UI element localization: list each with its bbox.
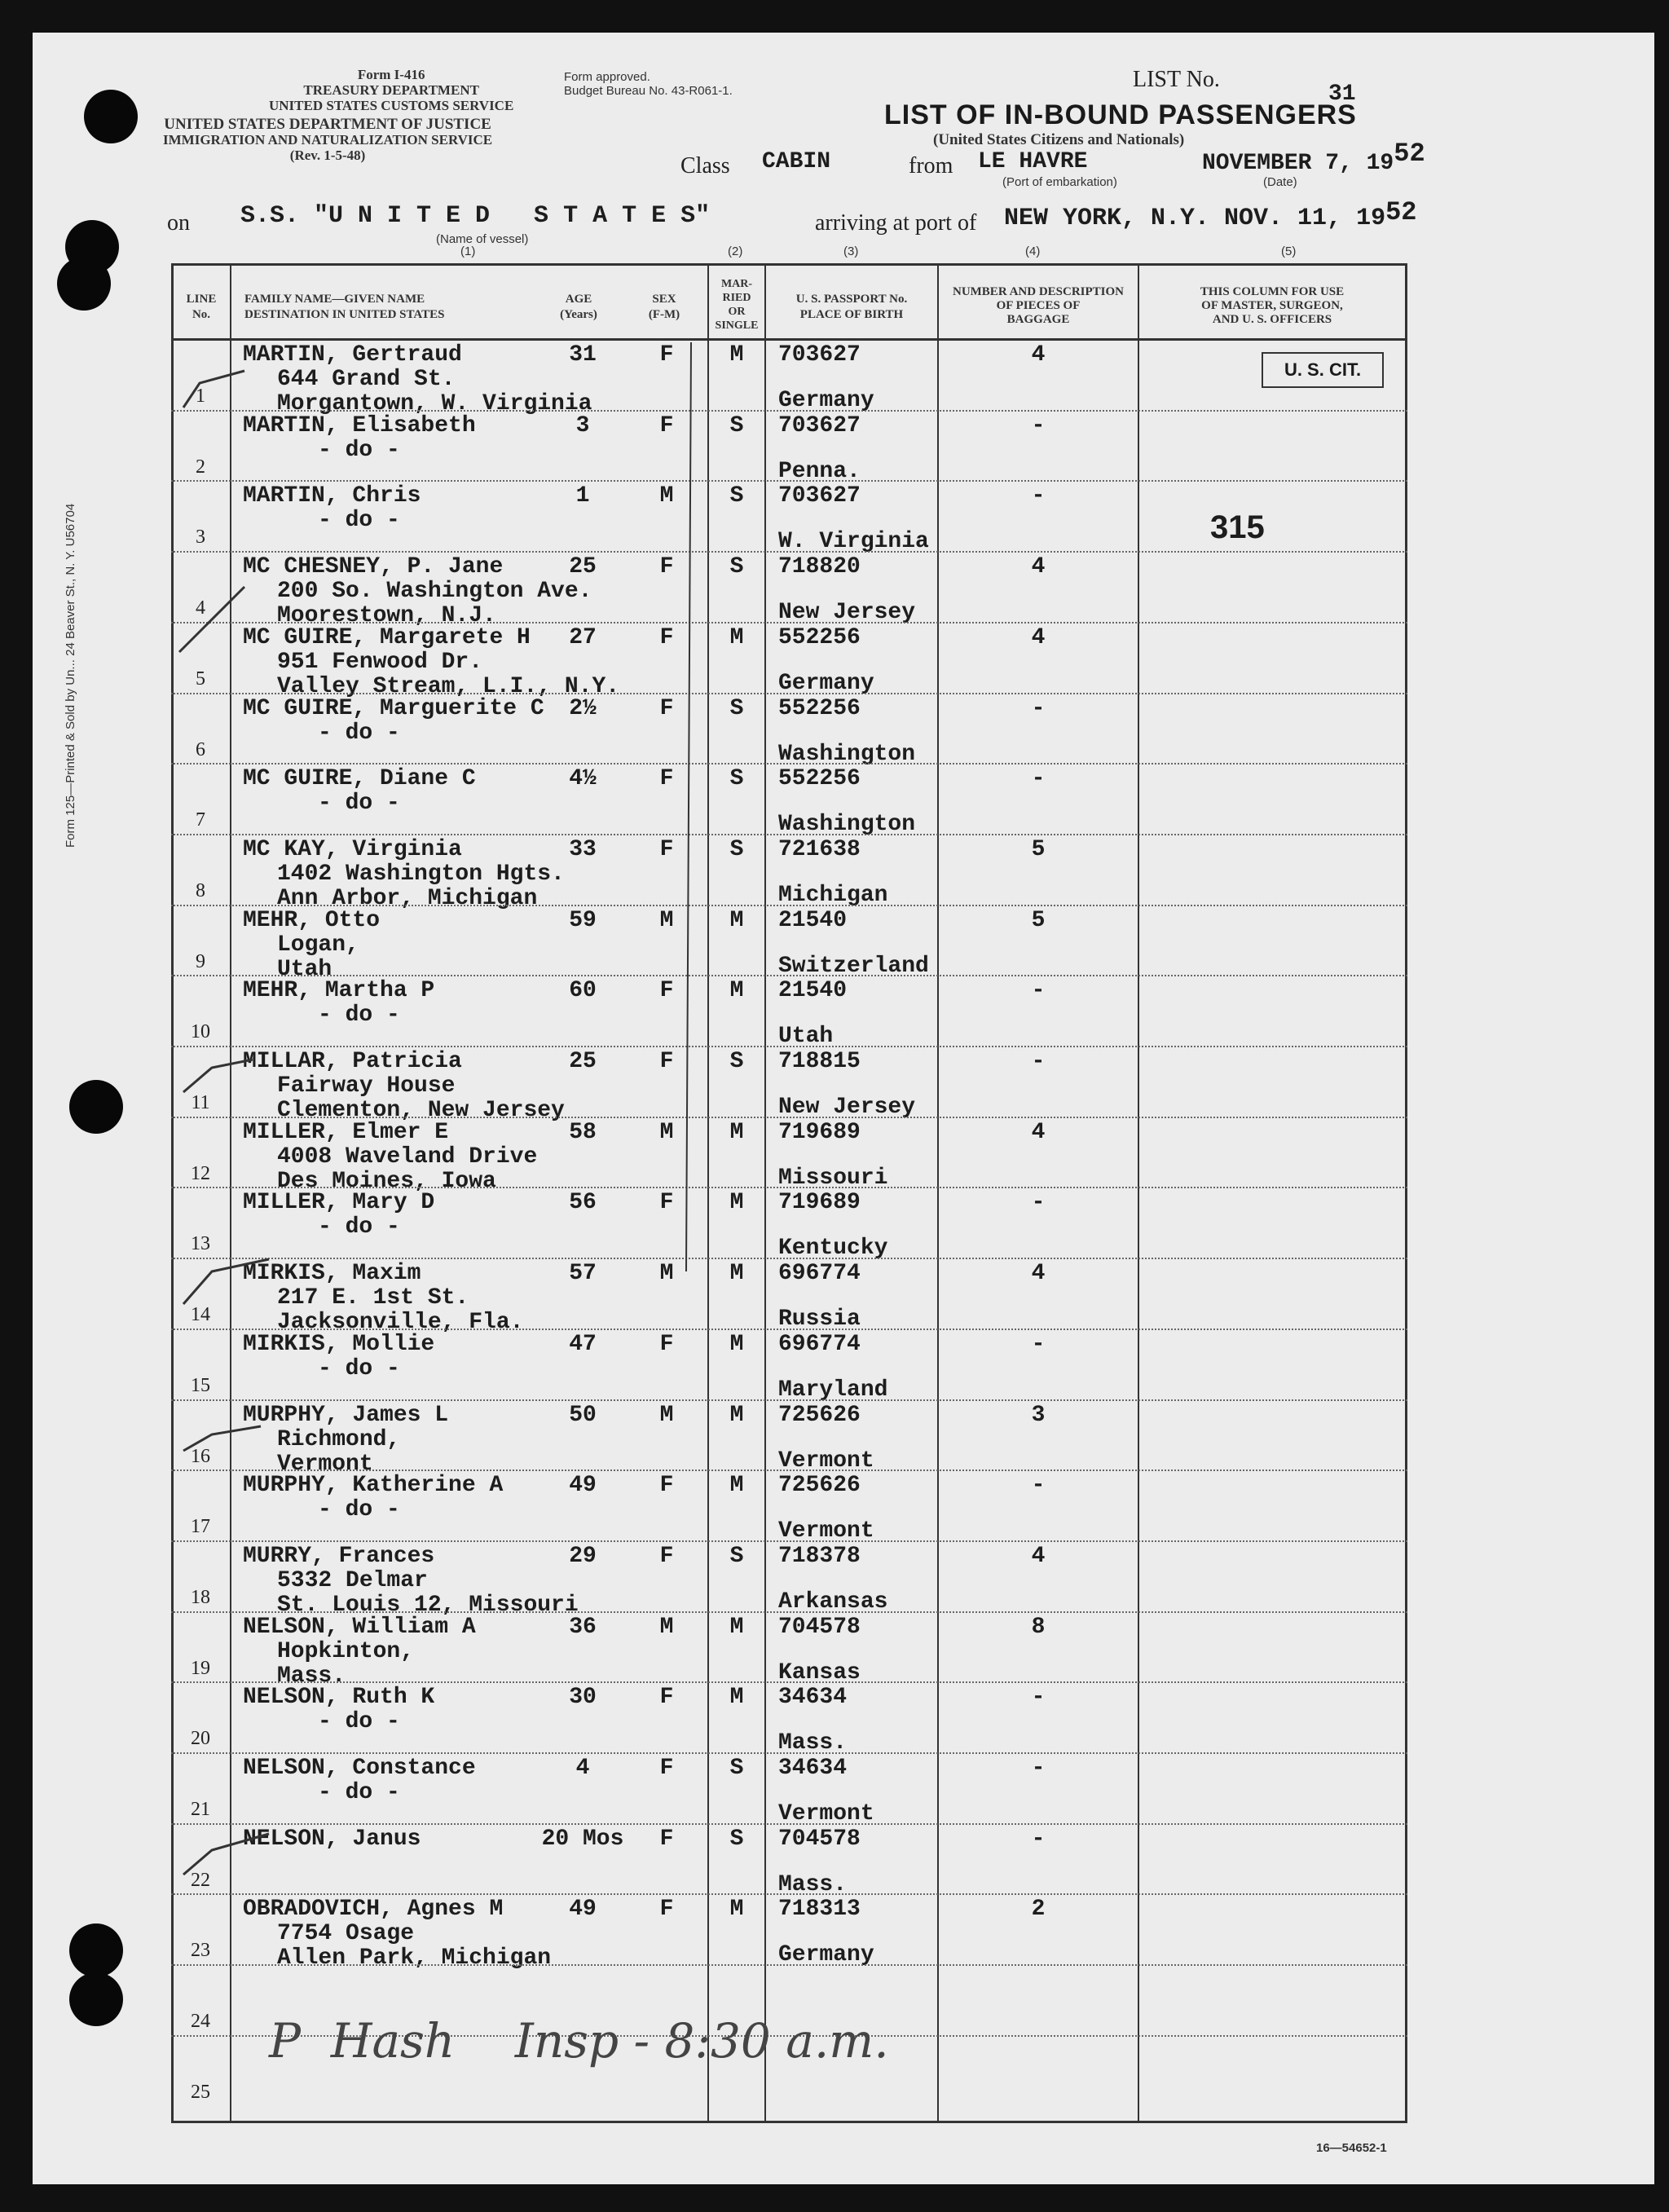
line-number: 4 <box>196 597 205 619</box>
passenger-name: MEHR, Otto <box>243 907 381 933</box>
passport-number: 696774 <box>778 1331 861 1357</box>
port-caption: (Port of embarkation) <box>1002 175 1117 189</box>
passenger-sex: M <box>659 1402 674 1428</box>
marital-status: S <box>729 695 744 721</box>
passenger-address: 4008 Waveland Drive <box>277 1143 538 1170</box>
line-number: 24 <box>191 2011 210 2033</box>
line-number: 18 <box>191 1586 210 1608</box>
passenger-sex: F <box>659 624 674 650</box>
passenger-address: - do - <box>318 1002 400 1029</box>
passenger-name: MEHR, Martha P <box>243 978 435 1004</box>
baggage-count: 4 <box>1031 624 1046 650</box>
passenger-address: Des Moines, Iowa <box>277 1168 496 1194</box>
passenger-sex: F <box>659 1473 674 1499</box>
class-value: CABIN <box>762 149 831 174</box>
passenger-name: MIRKIS, Maxim <box>243 1261 421 1287</box>
page-subtitle: (United States Citizens and Nationals) <box>933 131 1185 148</box>
printer-side-text: Form 125—Printed & Sold by Un... 24 Beaver St., N. Y. U56704 <box>64 503 77 848</box>
baggage-count: 4 <box>1031 1261 1046 1287</box>
list-no-label: LIST No. <box>1133 67 1220 92</box>
baggage-count: - <box>1031 412 1046 438</box>
marital-status: S <box>729 1049 744 1074</box>
row-separator <box>171 1187 1407 1188</box>
row-separator <box>171 1046 1407 1047</box>
passenger-sex: F <box>659 836 674 862</box>
vessel-caption: (Name of vessel) <box>436 232 529 246</box>
baggage-count: 8 <box>1031 1614 1046 1640</box>
baggage-count: 4 <box>1031 1543 1046 1569</box>
passenger-age: 30 <box>569 1685 597 1711</box>
row-separator <box>171 1964 1407 1966</box>
line-number: 15 <box>191 1374 210 1396</box>
passport-number: 21540 <box>778 907 848 933</box>
baggage-count: - <box>1031 1473 1046 1499</box>
passport-number: 718815 <box>778 1049 861 1074</box>
marital-status: M <box>729 907 744 933</box>
passport-number: 719689 <box>778 1119 861 1145</box>
passenger-address: St. Louis 12, Missouri <box>277 1592 579 1618</box>
place-of-birth: Washington <box>778 812 916 838</box>
passenger-address: 217 E. 1st St. <box>277 1285 469 1311</box>
passenger-age: 58 <box>569 1119 597 1145</box>
col-header-officers: THIS COLUMN FOR USE OF MASTER, SURGEON, AND U. S. OFFICERS <box>1200 285 1345 326</box>
passenger-address: 5332 Delmar <box>277 1567 428 1593</box>
passenger-address: 7754 Osage <box>277 1921 415 1947</box>
passport-number: 552256 <box>778 695 861 721</box>
passenger-name: MC CHESNEY, P. Jane <box>243 554 504 580</box>
date-value: NOVEMBER 7, 1952 <box>1202 139 1425 176</box>
line-number: 12 <box>191 1162 210 1184</box>
passenger-age: 4 <box>575 1756 590 1781</box>
passenger-age: 33 <box>569 836 597 862</box>
passenger-address: - do - <box>318 1214 400 1240</box>
citizen-stamp: U. S. CIT. <box>1262 352 1384 388</box>
passenger-count-note: 315 <box>1210 509 1265 545</box>
passenger-age: 50 <box>569 1402 597 1428</box>
row-separator <box>171 763 1407 765</box>
passenger-address: 644 Grand St. <box>277 367 456 392</box>
place-of-birth: New Jersey <box>778 600 916 626</box>
row-separator <box>171 622 1407 624</box>
marital-status: M <box>729 1190 744 1216</box>
passport-number: 725626 <box>778 1402 861 1428</box>
place-of-birth: Penna. <box>778 458 861 484</box>
passenger-address: 951 Fenwood Dr. <box>277 649 483 675</box>
line-number: 20 <box>191 1728 210 1750</box>
row-separator <box>171 1399 1407 1401</box>
passenger-name: NELSON, Ruth K <box>243 1685 435 1711</box>
baggage-count: 5 <box>1031 836 1046 862</box>
line-number: 25 <box>191 2081 210 2103</box>
passenger-age: 25 <box>569 1049 597 1074</box>
row-separator <box>171 1681 1407 1683</box>
punch-hole <box>57 257 111 311</box>
passenger-sex: F <box>659 412 674 438</box>
passport-number: 718820 <box>778 554 861 580</box>
baggage-count: - <box>1031 766 1046 792</box>
passenger-age: 1 <box>575 483 590 509</box>
line-number: 13 <box>191 1233 210 1255</box>
place-of-birth: Vermont <box>778 1518 874 1544</box>
passenger-name: NELSON, Janus <box>243 1826 421 1852</box>
passport-number: 719689 <box>778 1190 861 1216</box>
row-separator <box>171 1329 1407 1330</box>
punch-hole <box>69 1923 123 1977</box>
marital-status: M <box>729 978 744 1004</box>
on-label: on <box>167 210 190 236</box>
passenger-age: 25 <box>569 554 597 580</box>
passenger-name: MC GUIRE, Margarete H <box>243 624 531 650</box>
marital-status: S <box>729 766 744 792</box>
passenger-name: MARTIN, Chris <box>243 483 421 509</box>
passport-number: 34634 <box>778 1756 848 1781</box>
passenger-sex: F <box>659 1826 674 1852</box>
passenger-age: 56 <box>569 1190 597 1216</box>
passenger-address: Logan, <box>277 932 359 958</box>
baggage-count: - <box>1031 1049 1046 1074</box>
baggage-count: 3 <box>1031 1402 1046 1428</box>
passport-number: 21540 <box>778 978 848 1004</box>
col-num: (5) <box>1281 245 1297 258</box>
col-num: (4) <box>1025 245 1041 258</box>
passenger-sex: F <box>659 1897 674 1923</box>
class-label: Class <box>680 153 730 178</box>
marital-status: M <box>729 1473 744 1499</box>
col-num: (3) <box>843 245 859 258</box>
passenger-sex: F <box>659 1543 674 1569</box>
passport-number: 34634 <box>778 1685 848 1711</box>
row-separator <box>171 551 1407 553</box>
row-separator <box>171 905 1407 906</box>
row-separator <box>171 1893 1407 1895</box>
passport-number: 725626 <box>778 1473 861 1499</box>
place-of-birth: Kentucky <box>778 1236 888 1262</box>
row-separator <box>171 1258 1407 1259</box>
row-separator <box>171 1470 1407 1471</box>
punch-hole <box>84 90 138 143</box>
passenger-address: Richmond, <box>277 1426 401 1452</box>
row-separator <box>171 410 1407 412</box>
col-divider <box>764 263 766 2123</box>
row-separator <box>171 480 1407 482</box>
place-of-birth: Germany <box>778 1942 874 1968</box>
passenger-sex: F <box>659 342 674 368</box>
col-header-age: AGE (Years) <box>560 293 597 321</box>
place-of-birth: Mass. <box>778 1730 848 1756</box>
baggage-count: - <box>1031 1331 1046 1357</box>
col-header-baggage: NUMBER AND DESCRIPTION OF PIECES OF BAGGAGE <box>952 285 1125 326</box>
line-number: 19 <box>191 1657 210 1679</box>
col-header-sex: SEX (F-M) <box>648 293 680 321</box>
marital-status: M <box>729 1685 744 1711</box>
passenger-age: 36 <box>569 1614 597 1640</box>
passenger-age: 59 <box>569 907 597 933</box>
arrival-value: NEW YORK, N.Y. NOV. 11, 1952 <box>1004 197 1417 232</box>
line-number: 5 <box>196 668 205 690</box>
passport-number: 552256 <box>778 766 861 792</box>
passport-number: 718313 <box>778 1897 861 1923</box>
passenger-age: 20 Mos <box>541 1826 624 1852</box>
row-separator <box>171 834 1407 835</box>
footer-code: 16—54652-1 <box>1316 2141 1387 2155</box>
baggage-count: 4 <box>1031 1119 1046 1145</box>
vessel-value: S.S. "U N I T E D S T A T E S" <box>240 202 711 230</box>
passenger-address: Utah <box>277 956 332 982</box>
passenger-address: - do - <box>318 1497 400 1523</box>
baggage-count: - <box>1031 1685 1046 1711</box>
passenger-address: - do - <box>318 791 400 817</box>
place-of-birth: Mass. <box>778 1871 848 1897</box>
col-header-line: LINE No. <box>186 293 217 321</box>
baggage-count: - <box>1031 483 1046 509</box>
baggage-count: - <box>1031 1826 1046 1852</box>
place-of-birth: Michigan <box>778 882 888 908</box>
passenger-name: NELSON, Constance <box>243 1756 476 1781</box>
passport-number: 552256 <box>778 624 861 650</box>
place-of-birth: Germany <box>778 670 874 696</box>
place-of-birth: Arkansas <box>778 1588 888 1615</box>
passenger-address: - do - <box>318 720 400 746</box>
passenger-address: Vermont <box>277 1451 373 1477</box>
passenger-name: OBRADOVICH, Agnes M <box>243 1897 504 1923</box>
date-caption: (Date) <box>1263 175 1297 189</box>
baggage-count: - <box>1031 1756 1046 1781</box>
passenger-name: NELSON, William A <box>243 1614 476 1640</box>
line-number: 16 <box>191 1445 210 1467</box>
passenger-sex: M <box>659 1261 674 1287</box>
passenger-age: 60 <box>569 978 597 1004</box>
passenger-address: Hopkinton, <box>277 1638 415 1664</box>
line-number: 21 <box>191 1799 210 1820</box>
line-number: 8 <box>196 879 205 901</box>
passenger-sex: F <box>659 1049 674 1074</box>
place-of-birth: Kansas <box>778 1659 861 1685</box>
passenger-name: MIRKIS, Mollie <box>243 1331 435 1357</box>
passenger-address: Allen Park, Michigan <box>277 1945 552 1972</box>
marital-status: M <box>729 1402 744 1428</box>
marital-status: M <box>729 1119 744 1145</box>
passenger-name: MC KAY, Virginia <box>243 836 462 862</box>
marital-status: M <box>729 1331 744 1357</box>
passenger-address: - do - <box>318 1709 400 1735</box>
marital-status: M <box>729 1614 744 1640</box>
marital-status: M <box>729 342 744 368</box>
header-rule <box>171 338 1407 341</box>
passenger-sex: M <box>659 483 674 509</box>
line-number: 7 <box>196 809 205 831</box>
row-separator <box>171 975 1407 976</box>
passenger-name: MARTIN, Elisabeth <box>243 412 476 438</box>
passenger-address: Moorestown, N.J. <box>277 603 496 629</box>
passenger-sex: M <box>659 1614 674 1640</box>
place-of-birth: Washington <box>778 741 916 767</box>
row-separator <box>171 693 1407 694</box>
passenger-age: 27 <box>569 624 597 650</box>
passenger-sex: F <box>659 766 674 792</box>
arriving-label: arriving at port of <box>815 210 977 236</box>
passport-number: 721638 <box>778 836 861 862</box>
place-of-birth: Vermont <box>778 1447 874 1474</box>
passport-number: 718378 <box>778 1543 861 1569</box>
line-number: 17 <box>191 1516 210 1538</box>
passenger-age: 49 <box>569 1473 597 1499</box>
col-divider <box>230 263 231 2123</box>
col-divider <box>1138 263 1139 2123</box>
line-number: 22 <box>191 1869 210 1891</box>
line-number: 6 <box>196 738 205 760</box>
col-header-name: FAMILY NAME—GIVEN NAME DESTINATION IN UNITED STATES <box>244 293 445 321</box>
marital-status: S <box>729 1543 744 1569</box>
place-of-birth: Maryland <box>778 1377 888 1403</box>
passenger-sex: F <box>659 695 674 721</box>
row-separator <box>171 1611 1407 1613</box>
place-of-birth: Russia <box>778 1306 861 1333</box>
baggage-count: 5 <box>1031 907 1046 933</box>
passenger-name: MARTIN, Gertraud <box>243 342 462 368</box>
line-number: 1 <box>196 386 205 407</box>
place-of-birth: W. Virginia <box>778 529 929 555</box>
place-of-birth: Utah <box>778 1024 834 1050</box>
passenger-name: MILLAR, Patricia <box>243 1049 462 1074</box>
marital-status: M <box>729 624 744 650</box>
passenger-age: 3 <box>575 412 590 438</box>
marital-status: S <box>729 554 744 580</box>
passenger-address: Jacksonville, Fla. <box>277 1310 524 1336</box>
line-number: 9 <box>196 950 205 972</box>
marital-status: M <box>729 1897 744 1923</box>
passenger-age: 49 <box>569 1897 597 1923</box>
line-number: 2 <box>196 456 205 478</box>
page-title: LIST OF IN-BOUND PASSENGERS <box>884 99 1357 130</box>
passenger-address: 200 So. Washington Ave. <box>277 579 592 605</box>
line-number: 11 <box>191 1092 210 1113</box>
passenger-sex: F <box>659 1190 674 1216</box>
passenger-address: Valley Stream, L.I., N.Y. <box>277 673 620 699</box>
passenger-address: 1402 Washington Hgts. <box>277 861 565 887</box>
port-value: LE HAVRE <box>978 149 1088 174</box>
passenger-age: 4½ <box>569 766 597 792</box>
row-separator <box>171 1540 1407 1542</box>
line-number: 10 <box>191 1021 210 1043</box>
passenger-name: MILLER, Elmer E <box>243 1119 449 1145</box>
punch-hole <box>69 1080 123 1134</box>
baggage-count: - <box>1031 978 1046 1004</box>
passenger-address: Morgantown, W. Virginia <box>277 391 592 416</box>
row-separator <box>171 1117 1407 1118</box>
baggage-count: - <box>1031 1190 1046 1216</box>
passenger-name: MURPHY, James L <box>243 1402 449 1428</box>
passport-number: 704578 <box>778 1614 861 1640</box>
list-no-value: 31 <box>1328 82 1356 107</box>
passport-number: 704578 <box>778 1826 861 1852</box>
passenger-address: Ann Arbor, Michigan <box>277 885 538 911</box>
passenger-sex: F <box>659 1331 674 1357</box>
passenger-name: MILLER, Mary D <box>243 1190 435 1216</box>
passenger-address: - do - <box>318 437 400 463</box>
marital-status: S <box>729 412 744 438</box>
passenger-sex: F <box>659 1685 674 1711</box>
passenger-name: MC GUIRE, Marguerite C <box>243 695 544 721</box>
passenger-age: 2½ <box>569 695 597 721</box>
passenger-address: - do - <box>318 1780 400 1805</box>
handwritten-inspection-note: P Hash Insp - 8:30 a.m. <box>269 2013 889 2069</box>
passenger-sex: M <box>659 907 674 933</box>
passenger-address: - do - <box>318 1355 400 1381</box>
punch-hole <box>69 1972 123 2026</box>
passenger-age: 47 <box>569 1331 597 1357</box>
col-num: (2) <box>728 245 743 258</box>
passenger-sex: F <box>659 554 674 580</box>
line-number: 23 <box>191 1940 210 1962</box>
place-of-birth: Germany <box>778 388 874 413</box>
passenger-name: MURRY, Frances <box>243 1543 435 1569</box>
line-number: 3 <box>196 527 205 549</box>
treasury-block: Form I-416 TREASURY DEPARTMENT UNITED STATES CUSTOMS SERVICE <box>269 67 514 113</box>
doj-block: UNITED STATES DEPARTMENT OF JUSTICE IMMIGRATION AND NATURALIZATION SERVICE (Rev. 1-5-48) <box>163 116 493 163</box>
passport-number: 703627 <box>778 342 861 368</box>
place-of-birth: Missouri <box>778 1165 888 1191</box>
baggage-count: 4 <box>1031 342 1046 368</box>
passenger-address: Fairway House <box>277 1073 456 1099</box>
marital-status: S <box>729 1826 744 1852</box>
place-of-birth: Switzerland <box>778 953 929 979</box>
passenger-address: - do - <box>318 508 400 534</box>
passenger-age: 29 <box>569 1543 597 1569</box>
passenger-sex: F <box>659 978 674 1004</box>
row-separator <box>171 1752 1407 1754</box>
col-header-married: MAR- RIED OR SINGLE <box>715 278 759 332</box>
passport-number: 696774 <box>778 1261 861 1287</box>
marital-status: M <box>729 1261 744 1287</box>
passport-number: 703627 <box>778 412 861 438</box>
marital-status: S <box>729 1756 744 1781</box>
passenger-sex: F <box>659 1756 674 1781</box>
col-header-passport: U. S. PASSPORT No. PLACE OF BIRTH <box>795 293 908 321</box>
passenger-name: MC GUIRE, Diane C <box>243 766 476 792</box>
passport-number: 703627 <box>778 483 861 509</box>
baggage-count: - <box>1031 695 1046 721</box>
place-of-birth: Vermont <box>778 1801 874 1826</box>
approval-block: Form approved. Budget Bureau No. 43-R061-1. <box>564 70 733 98</box>
col-num: (1) <box>460 245 476 258</box>
passenger-address: Mass. <box>277 1663 346 1689</box>
marital-status: S <box>729 836 744 862</box>
passenger-address: Clementon, New Jersey <box>277 1098 565 1123</box>
row-separator <box>171 1823 1407 1825</box>
place-of-birth: New Jersey <box>778 1095 916 1120</box>
line-number: 14 <box>191 1304 210 1326</box>
passenger-age: 31 <box>569 342 597 368</box>
passenger-name: MURPHY, Katherine A <box>243 1473 504 1499</box>
marital-status: S <box>729 483 744 509</box>
baggage-count: 2 <box>1031 1897 1046 1923</box>
from-label: from <box>909 153 953 178</box>
baggage-count: 4 <box>1031 554 1046 580</box>
passenger-sex: M <box>659 1119 674 1145</box>
passenger-age: 57 <box>569 1261 597 1287</box>
